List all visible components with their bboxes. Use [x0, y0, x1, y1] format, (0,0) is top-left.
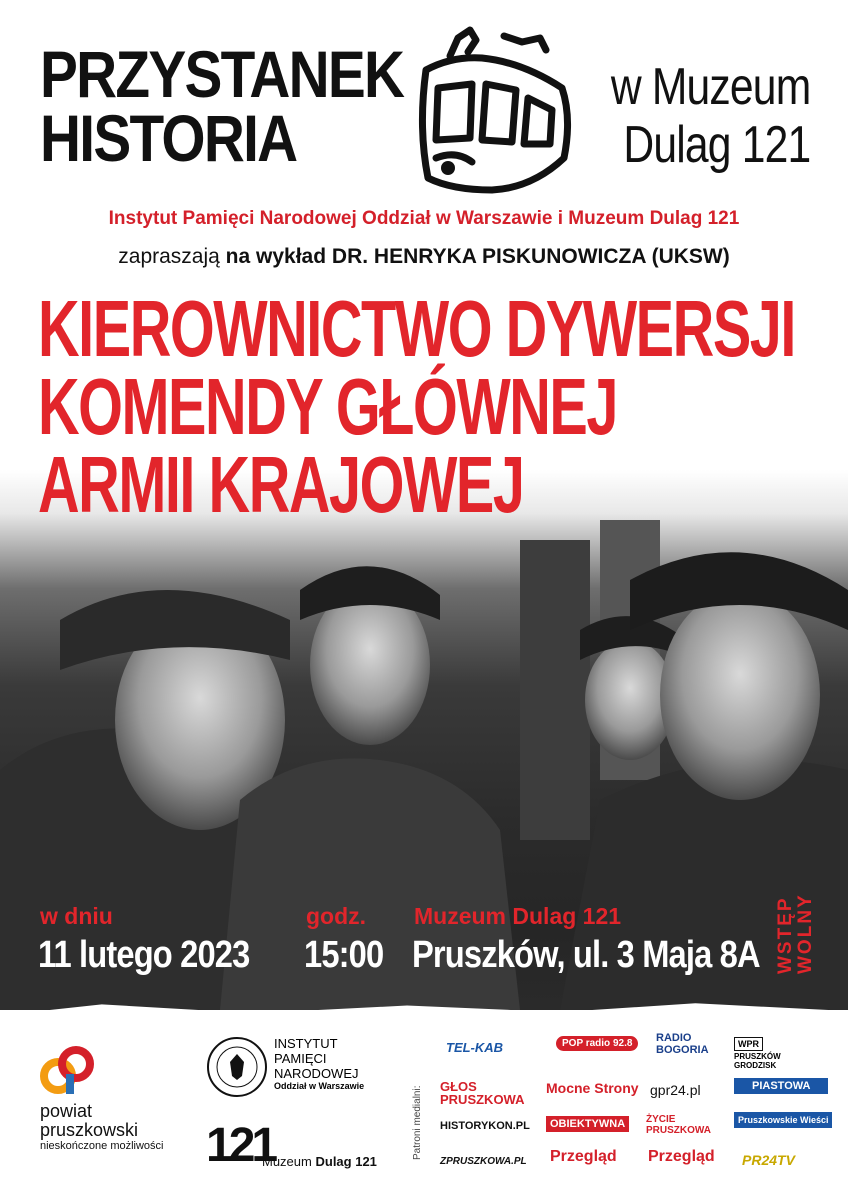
header-venue-line2: Dulag 121 — [622, 116, 810, 174]
header-venue-line1: w Muzeum — [610, 58, 810, 116]
header-venue — [567, 58, 810, 174]
radiobogoria-logo: RADIO BOGORIA — [656, 1032, 709, 1056]
time-value: 15:00 — [304, 934, 384, 976]
pr24tv-logo: PR24TV — [742, 1152, 795, 1168]
ipn-line2: PAMIĘCI — [274, 1051, 327, 1066]
tram-icon — [412, 18, 582, 198]
header-title-line2: HISTORIA — [40, 101, 297, 175]
dulag-name-bold: Dulag 121 — [315, 1154, 377, 1169]
patrons-label: Patroni medialni: — [412, 1085, 423, 1160]
lecture-title — [38, 284, 795, 529]
zpruszkowa-logo: ZPRUSZKOWA.PL — [440, 1156, 527, 1167]
powiat-line2: pruszkowski — [40, 1120, 139, 1140]
ipn-line4: Oddział w Warszawie — [274, 1081, 365, 1091]
ipn-line1: INSTYTUT — [274, 1036, 338, 1051]
ipn-line3: NARODOWEJ — [274, 1066, 359, 1081]
place-label: Muzeum Dulag 121 — [414, 903, 622, 929]
obiektywna-logo: OBIEKTYWNA — [546, 1116, 629, 1132]
wpr-text: PRUSZKÓW GRODZISK — [734, 1052, 781, 1070]
przeglad-logo-2: Przegląd — [648, 1148, 715, 1165]
wpr-logo — [734, 1034, 814, 1070]
przeglad-logo-1: Przegląd — [550, 1148, 617, 1165]
powiat-tagline: nieskończone możliwości — [40, 1140, 164, 1152]
powiat-logo — [40, 1102, 164, 1152]
ipn-logo — [274, 1036, 364, 1091]
popradio-logo: POP radio 92.8 — [556, 1036, 638, 1051]
mocnestrony-logo: Mocne Strony — [546, 1080, 639, 1096]
invite-middle: na wykład — [225, 245, 327, 268]
wpr-mark: WPR — [734, 1037, 763, 1051]
place-value: Pruszków, ul. 3 Maja 8A — [412, 934, 760, 976]
dulag-name-pre: Muzeum — [262, 1154, 312, 1169]
dulag-number: 121 — [206, 1119, 275, 1172]
free-entry-badge — [770, 870, 830, 980]
zycie-logo: ŻYCIE PRUSZKOWA — [646, 1114, 711, 1136]
ipn-seal-icon — [206, 1036, 268, 1098]
powiat-logo-icon — [40, 1044, 96, 1096]
time-label: godz. — [306, 903, 367, 929]
invite-speaker: DR. HENRYKA PISKUNOWICZA (UKSW) — [331, 245, 730, 268]
piastowa-logo: PIASTOWA — [734, 1078, 828, 1094]
organizers-text: Instytut Pamięci Narodowej Oddział w Warszawie i Muzeum Dulag 121 — [108, 208, 740, 229]
wiesci-logo: Pruszkowskie Wieści — [734, 1112, 832, 1128]
invite-text — [0, 245, 848, 269]
invite-prefix: zapraszają — [118, 245, 220, 268]
lecture-title-line2: KOMENDY GŁÓWNEJ — [38, 362, 617, 451]
glos-logo: GŁOS PRUSZKOWA — [440, 1079, 525, 1107]
date-label: w dniu — [40, 903, 113, 929]
free-entry-line1: WSTĘP — [775, 896, 796, 974]
gpr24-logo: gpr24.pl — [650, 1082, 701, 1098]
date-value: 11 lutego 2023 — [38, 934, 250, 976]
lecture-title-line1: KIEROWNICTWO DYWERSJI — [38, 284, 795, 373]
header-title-line1: PRZYSTANEK — [40, 37, 404, 111]
lecture-title-line3: ARMII KRAJOWEJ — [38, 440, 524, 529]
telkab-logo: TEL-KAB — [446, 1040, 504, 1055]
header-title — [40, 37, 404, 175]
historykon-logo: HISTORYKON.PL — [440, 1120, 530, 1132]
free-entry-line2: WOLNY — [795, 893, 816, 974]
dulag-name — [262, 1154, 377, 1169]
powiat-line1: powiat — [40, 1101, 93, 1121]
